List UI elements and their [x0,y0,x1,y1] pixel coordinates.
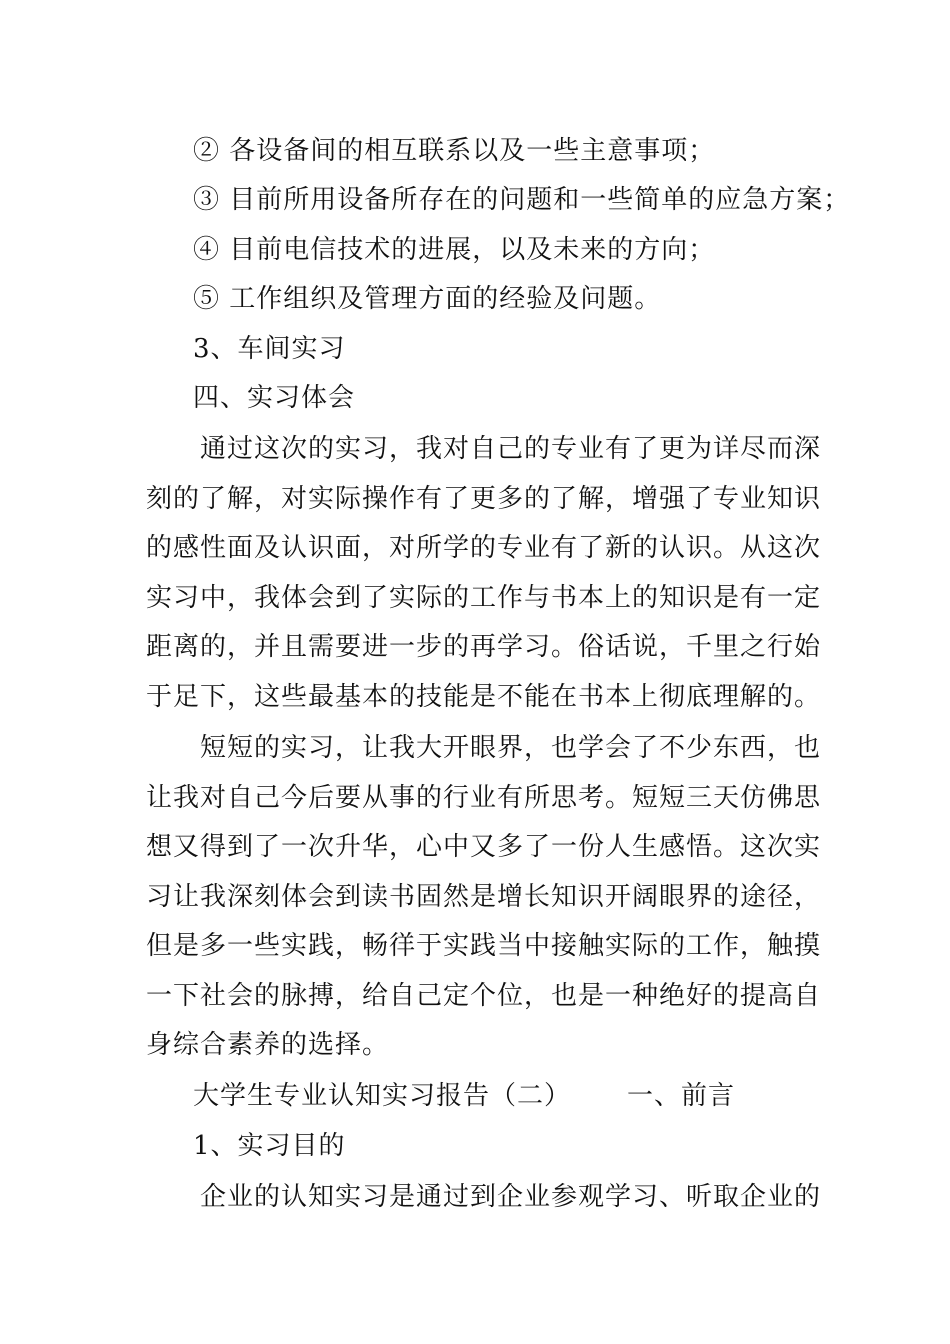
paragraph1-line-6: 于足下，这些最基本的技能是不能在书本上彻底理解的。 [146,682,822,712]
paragraph2-line-6: 一下社会的脉搏，给自己定个位，也是一种绝好的提高自 [146,981,822,1011]
paragraph2-line-3: 想又得到了一次升华，心中又多了一份人生感悟。这次实 [146,832,822,862]
report-title-line [193,1079,735,1113]
section-heading-experience: 四、实习体会 [193,383,356,413]
paragraph1-line-1: 通过这次的实习，我对自己的专业有了更为详尽而深 [200,434,822,464]
paragraph2-line-5: 但是多一些实践，畅徉于实践当中接触实际的工作，触摸 [146,931,822,961]
sub-heading-purpose: 1、实习目的 [193,1131,346,1161]
paragraph2-line-1: 短短的实习，让我大开眼界，也学会了不少东西，也 [200,733,822,763]
paragraph1-line-5: 距离的，并且需要进一步的再学习。俗话说，千里之行始 [146,632,822,662]
paragraph2-line-7: 身综合素养的选择。 [146,1030,390,1060]
paragraph2-line-4: 习让我深刻体会到读书固然是增长知识开阔眼界的途径， [146,882,822,912]
paragraph1-line-3: 的感性面及认识面，对所学的专业有了新的认识。从这次 [146,533,822,563]
list-item-3: ③ 目前所用设备所存在的问题和一些简单的应急方案； [193,185,851,215]
paragraph3-line-1: 企业的认知实习是通过到企业参观学习、听取企业的 [200,1182,822,1212]
paragraph1-line-4: 实习中，我体会到了实际的工作与书本上的知识是有一定 [146,583,822,613]
paragraph1-line-2: 刻的了解，对实际操作有了更多的了解，增强了专业知识 [146,484,822,514]
section-heading-workshop: 3、车间实习 [193,334,346,364]
report-title: 大学生专业认知实习报告（二） [193,1081,572,1111]
list-item-2: ② 各设备间的相互联系以及一些主意事项； [193,136,716,166]
report-section-intro: 一、前言 [627,1081,736,1111]
list-item-5: ⑤ 工作组织及管理方面的经验及问题。 [193,284,662,314]
list-item-4: ④ 目前电信技术的进展，以及未来的方向； [193,235,716,265]
paragraph2-line-2: 让我对自己今后要从事的行业有所思考。短短三天仿佛思 [146,783,822,813]
